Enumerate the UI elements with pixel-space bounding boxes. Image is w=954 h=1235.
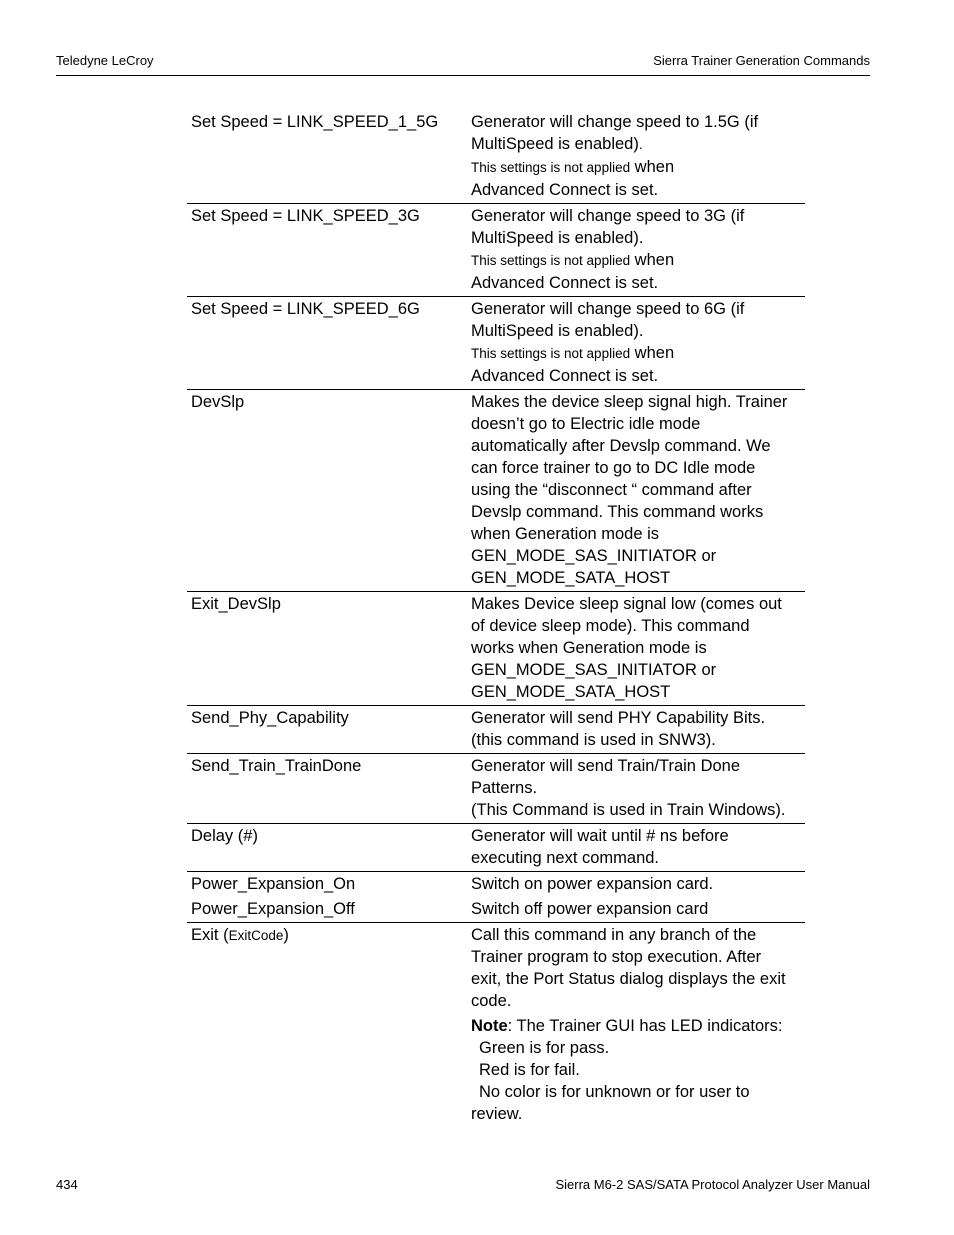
- note-line: Note: The Trainer GUI has LED indicators:: [471, 1017, 783, 1035]
- table-row: [187, 204, 805, 297]
- table-row: [187, 897, 805, 923]
- command-description: [468, 205, 805, 294]
- desc-line: This settings is not applied when: [471, 158, 675, 176]
- command-description: [468, 898, 805, 920]
- header-rule: [56, 75, 870, 76]
- command-description: [468, 707, 805, 751]
- command-name: Send_Phy_Capability: [191, 709, 349, 727]
- desc-line: Generator will change speed to 3G (if: [471, 207, 745, 225]
- desc-line: Generator will change speed to 6G (if: [471, 300, 745, 318]
- table-row: [187, 754, 805, 824]
- desc-line: MultiSpeed is enabled).: [471, 229, 644, 247]
- desc-line: exit, the Port Status dialog displays the exit: [471, 970, 786, 988]
- command-description: [468, 593, 805, 703]
- note-label: Note: [471, 1017, 508, 1035]
- table-row: [187, 297, 805, 390]
- desc-line: Generator will send PHY Capability Bits.: [471, 709, 766, 727]
- command-description: [468, 873, 805, 895]
- command-name: Set Speed = LINK_SPEED_3G: [191, 207, 420, 225]
- desc-line: Generator will change speed to 1.5G (if: [471, 113, 759, 131]
- desc-line: Devslp command. This command works: [471, 503, 764, 521]
- desc-line: GEN_MODE_SAS_INITIATOR or: [471, 661, 717, 679]
- desc-line: MultiSpeed is enabled).: [471, 135, 643, 153]
- desc-line: Advanced Connect is set.: [471, 274, 659, 292]
- desc-line: works when Generation mode is: [471, 639, 707, 657]
- command-name: Set Speed = LINK_SPEED_1_5G: [191, 113, 439, 131]
- desc-line: when Generation mode is: [471, 525, 660, 543]
- desc-line: Switch off power expansion card: [471, 900, 709, 918]
- desc-line: doesn’t go to Electric idle mode: [471, 415, 701, 433]
- desc-line: can force trainer to go to DC Idle mode: [471, 459, 756, 477]
- command-name: Send_Train_TrainDone: [191, 757, 362, 775]
- desc-line: Advanced Connect is set.: [471, 181, 659, 199]
- header-left: Teledyne LeCroy: [56, 53, 154, 68]
- note-item: Red is for fail.: [479, 1061, 580, 1079]
- desc-line: GEN_MODE_SATA_HOST: [471, 569, 671, 587]
- command-name: Set Speed = LINK_SPEED_6G: [191, 300, 420, 318]
- desc-line: Patterns.: [471, 779, 538, 797]
- desc-line: Trainer program to stop execution. After: [471, 948, 762, 966]
- table-row: [187, 706, 805, 754]
- command-description: [468, 825, 805, 869]
- command-table: [187, 110, 805, 1127]
- note-item: No color is for unknown or for user to: [479, 1083, 750, 1101]
- desc-line: (This Command is used in Train Windows).: [471, 801, 786, 819]
- command-description: [468, 111, 805, 201]
- desc-line: executing next command.: [471, 849, 660, 867]
- command-description: [468, 391, 805, 589]
- desc-line: (this command is used in SNW3).: [471, 731, 716, 749]
- table-row: [187, 923, 805, 1127]
- table-row: [187, 824, 805, 872]
- manual-title: Sierra M6-2 SAS/SATA Protocol Analyzer User Manual: [555, 1177, 870, 1192]
- command-name: Delay (#): [191, 827, 258, 845]
- desc-line: Advanced Connect is set.: [471, 367, 659, 385]
- note-item: review.: [471, 1105, 523, 1123]
- desc-line: automatically after Devslp command. We: [471, 437, 771, 455]
- desc-line: GEN_MODE_SAS_INITIATOR or: [471, 547, 717, 565]
- page-number: 434: [56, 1177, 78, 1192]
- table-row: [187, 592, 805, 706]
- command-description: [468, 755, 805, 821]
- desc-line: MultiSpeed is enabled).: [471, 322, 644, 340]
- table-row: [187, 872, 805, 897]
- desc-line: GEN_MODE_SATA_HOST: [471, 683, 671, 701]
- desc-line: Generator will send Train/Train Done: [471, 757, 741, 775]
- desc-line: code.: [471, 992, 512, 1010]
- table-row: [187, 390, 805, 592]
- desc-line: using the “disconnect “ command after: [471, 481, 752, 499]
- desc-line: Makes the device sleep signal high. Trainer: [471, 393, 788, 411]
- command-description: [468, 924, 805, 1125]
- command-name: Power_Expansion_Off: [191, 900, 355, 918]
- header-right: Sierra Trainer Generation Commands: [653, 53, 870, 68]
- command-description: [468, 298, 805, 387]
- desc-line: This settings is not applied when: [471, 344, 675, 362]
- desc-line: Makes Device sleep signal low (comes out: [471, 595, 782, 613]
- desc-line: Switch on power expansion card.: [471, 875, 714, 893]
- command-name: Exit (ExitCode): [191, 926, 289, 944]
- command-name: DevSlp: [191, 393, 245, 411]
- desc-line: Call this command in any branch of the: [471, 926, 757, 944]
- table-row: [187, 110, 805, 204]
- note-item: Green is for pass.: [479, 1039, 610, 1057]
- command-name: Exit_DevSlp: [191, 595, 281, 613]
- desc-line: Generator will wait until # ns before: [471, 827, 729, 845]
- desc-line: This settings is not applied when: [471, 251, 675, 269]
- desc-line: of device sleep mode). This command: [471, 617, 750, 635]
- command-name: Power_Expansion_On: [191, 875, 356, 893]
